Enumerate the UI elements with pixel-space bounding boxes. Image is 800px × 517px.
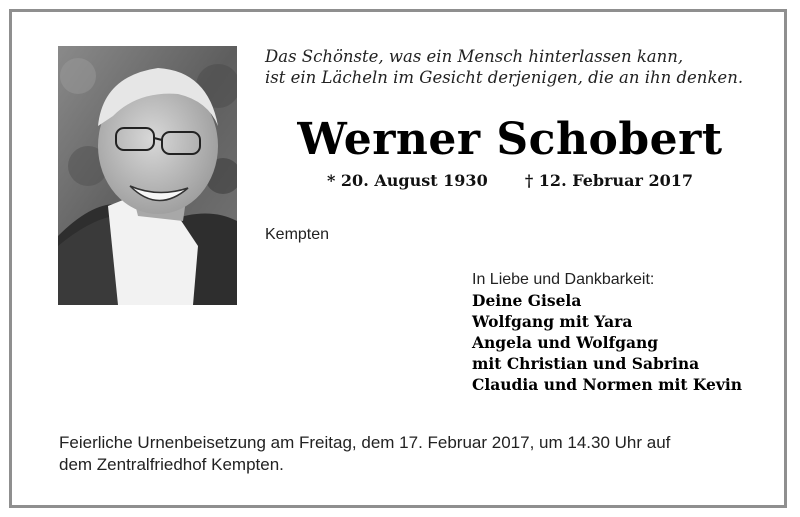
deceased-name: Werner Schobert (297, 114, 723, 165)
mourners-intro: In Liebe und Dankbarkeit: (472, 271, 655, 288)
portrait-photo (58, 46, 237, 305)
funeral-line: dem Zentralfriedhof Kempten. (59, 455, 284, 474)
birth-date: * 20. August 1930 (326, 171, 488, 190)
mourner-name: Claudia und Normen mit Kevin (472, 375, 743, 394)
quote-line: ist ein Lächeln im Gesicht derjenigen, die an ihn denken. (265, 68, 744, 87)
memorial-quote (265, 46, 765, 88)
mourners-list (472, 269, 772, 395)
hometown: Kempten (265, 226, 330, 243)
mourner-name: Deine Gisela (472, 291, 582, 310)
mourner-name: Wolfgang mit Yara (472, 312, 633, 331)
mourner-name: mit Christian und Sabrina (472, 354, 700, 373)
funeral-line: Feierliche Urnenbeisetzung am Freitag, dem 17. Februar 2017, um 14.30 Uhr auf (59, 433, 671, 452)
funeral-notice (59, 432, 779, 476)
life-dates (267, 171, 753, 191)
death-date: † 12. Februar 2017 (524, 171, 694, 190)
quote-line: Das Schönste, was ein Mensch hinterlassen kann, (265, 47, 684, 66)
obituary-notice (9, 9, 787, 508)
mourner-name: Angela und Wolfgang (472, 333, 659, 352)
